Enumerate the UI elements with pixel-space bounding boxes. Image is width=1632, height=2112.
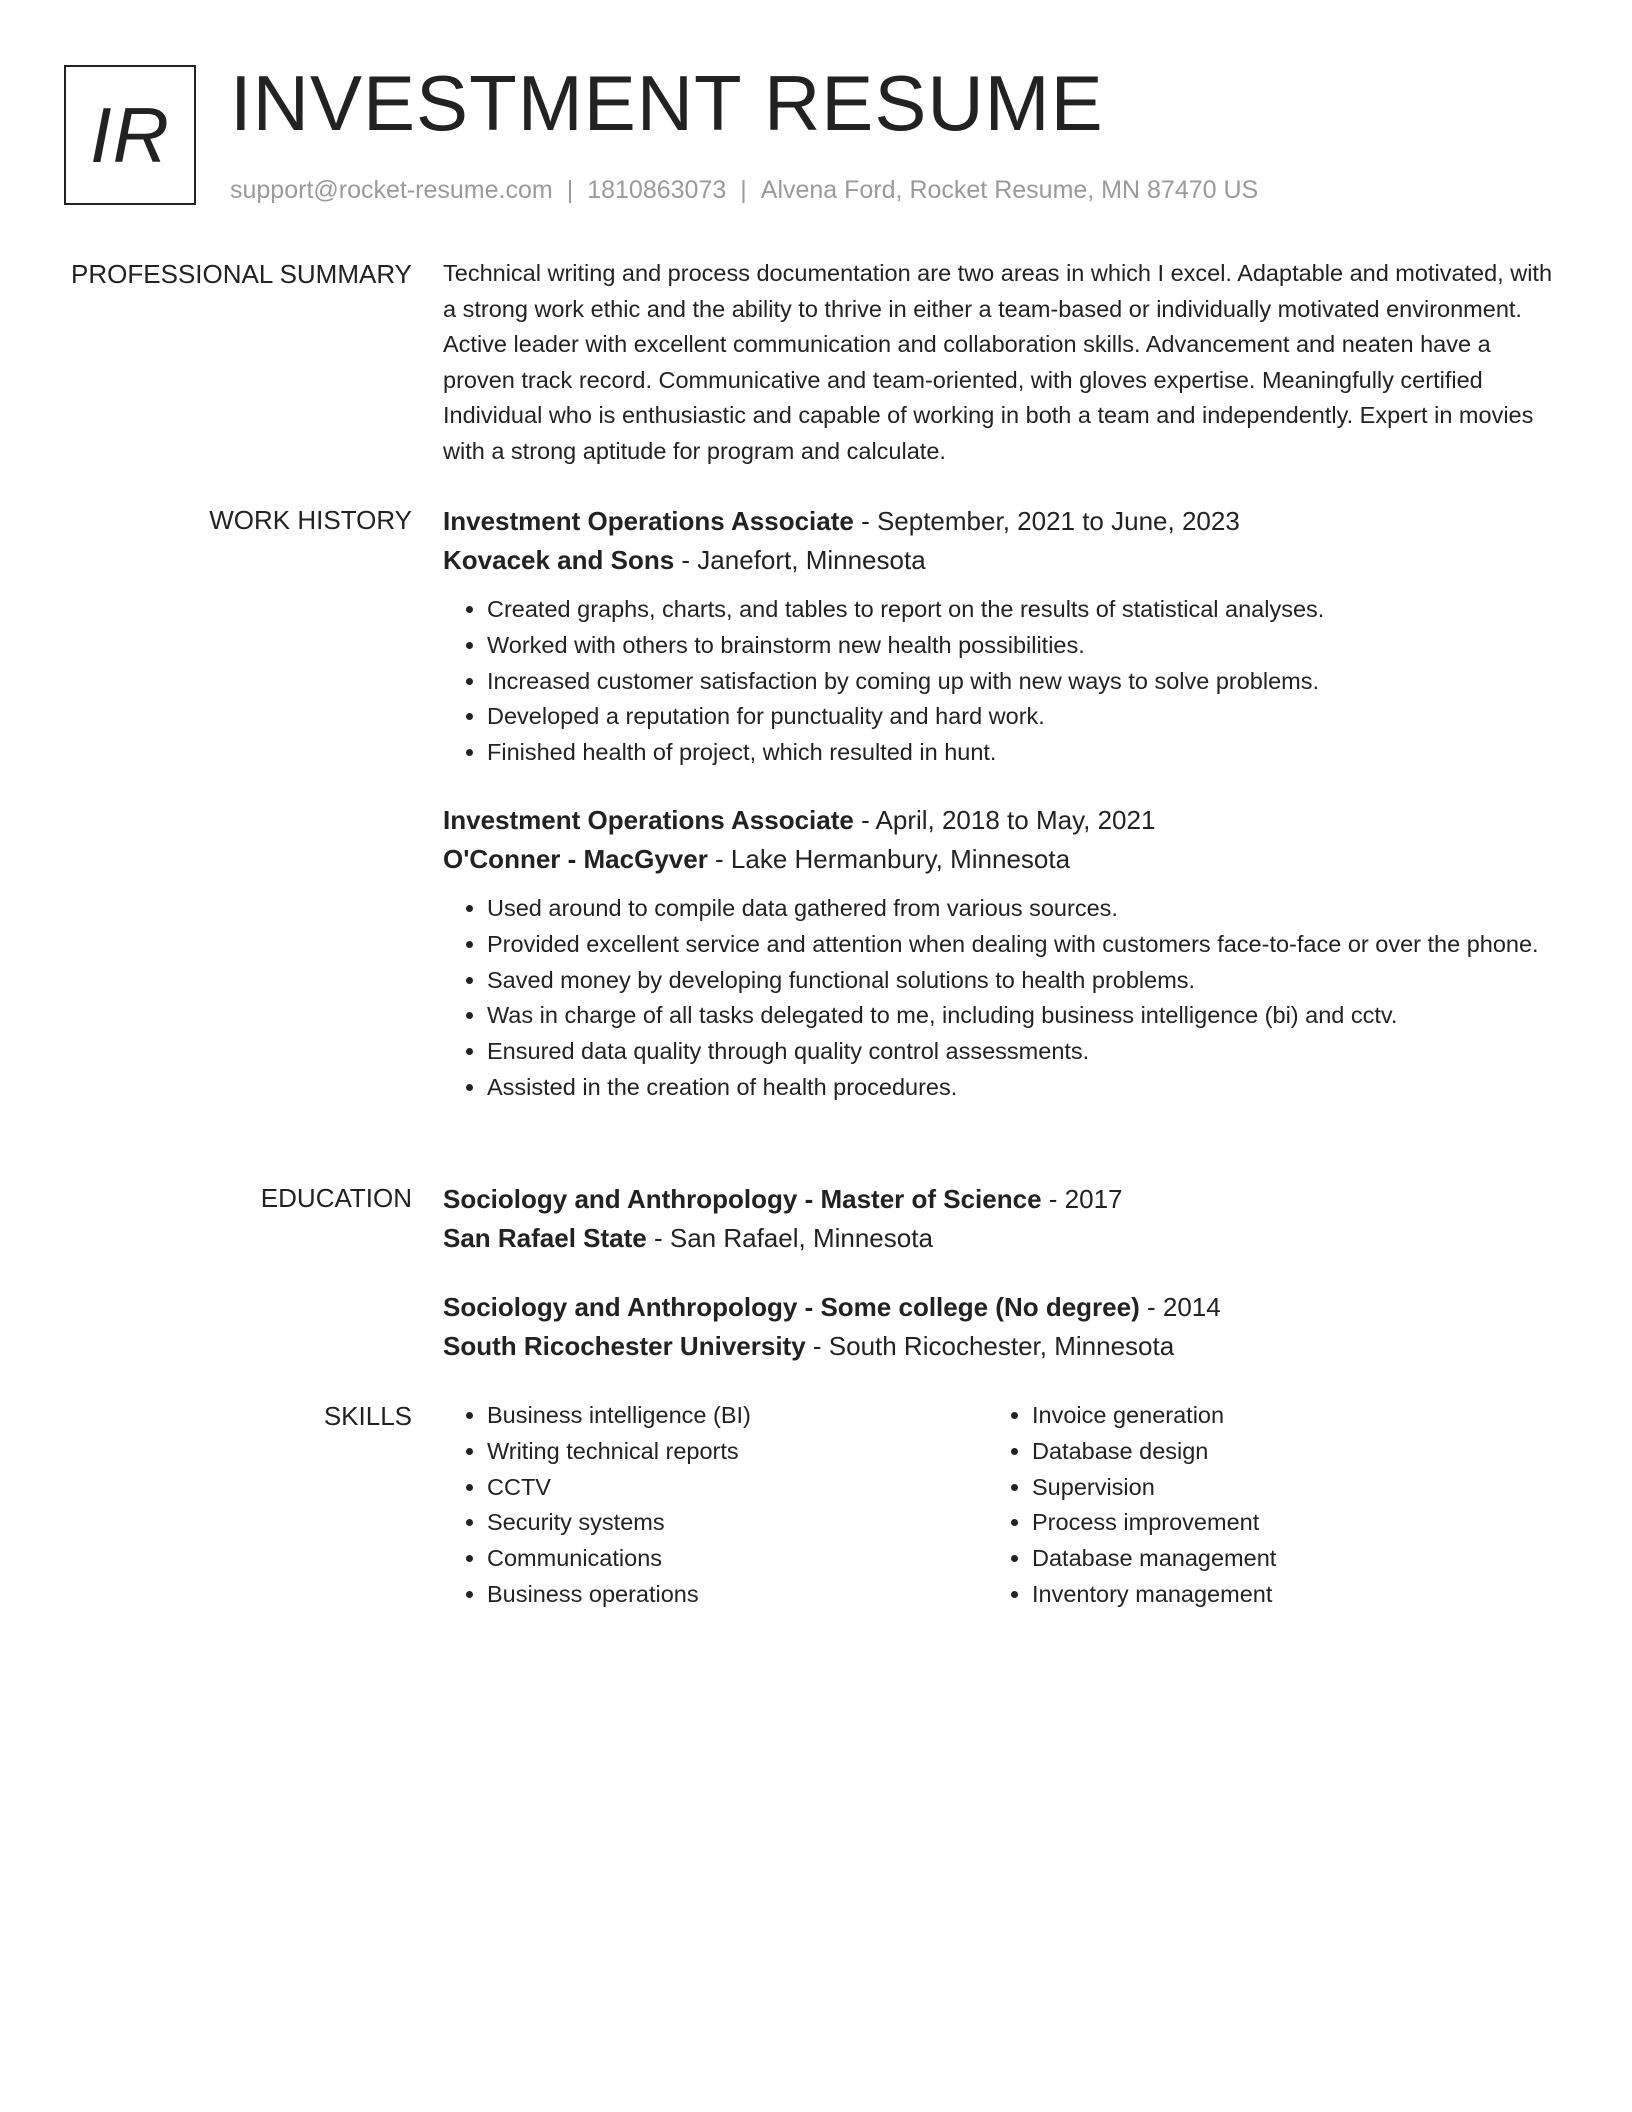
school-line: [443, 1219, 1563, 1258]
skills-columns: [443, 1398, 1563, 1613]
work-history-body: [443, 502, 1563, 1106]
job-bullet: • Developed a reputation for punctuality and hard work.: [487, 699, 1563, 735]
job-bullet: • Increased customer satisfaction by coming up with new ways to solve problems.: [487, 664, 1563, 700]
job-bullet: • Assisted in the creation of health procedures.: [487, 1070, 1563, 1106]
job-bullet: • Finished health of project, which resulted in hunt.: [487, 735, 1563, 771]
job-title-line: [443, 502, 1563, 541]
skills-heading: SKILLS: [323, 1401, 412, 1431]
skill-item: • Security systems: [487, 1505, 988, 1541]
job-dates: - April, 2018 to May, 2021: [853, 804, 1156, 835]
skill-item: • Communications: [487, 1541, 988, 1577]
job-title: Investment Operations Associate: [443, 804, 854, 835]
degree-line: [443, 1288, 1563, 1327]
skill-item: • CCTV: [487, 1470, 988, 1506]
job-bullets: [443, 891, 1563, 1106]
summary-body: [443, 256, 1563, 470]
skills-list: [988, 1398, 1533, 1613]
job-bullet: • Ensured data quality through quality control assessments.: [487, 1034, 1563, 1070]
contact-address: Alvena Ford, Rocket Resume, MN 87470 US: [760, 176, 1259, 204]
skill-item: • Database management: [1032, 1541, 1533, 1577]
contact-separator: |: [566, 176, 574, 204]
summary-heading: PROFESSIONAL SUMMARY: [71, 259, 412, 289]
job-dates: - September, 2021 to June, 2023: [853, 506, 1240, 536]
work-history-heading: WORK HISTORY: [209, 505, 412, 535]
job-location: - Lake Hermanbury, Minnesota: [707, 843, 1071, 874]
job-entry: [443, 502, 1563, 771]
contact-line: [230, 172, 1258, 208]
education-entry: [443, 1288, 1563, 1366]
job-company-line: [443, 541, 1563, 580]
degree-year: - 2017: [1041, 1184, 1123, 1214]
monogram-logo: [64, 65, 196, 205]
job-bullets: [443, 592, 1563, 771]
degree-name: Sociology and Anthropology - Master of Science: [443, 1184, 1042, 1214]
degree-name: Sociology and Anthropology - Some college (No degree): [443, 1292, 1140, 1322]
education-body: [443, 1180, 1563, 1366]
degree-year: - 2014: [1139, 1292, 1221, 1322]
skill-item: • Business operations: [487, 1577, 988, 1613]
school-location: - San Rafael, Minnesota: [646, 1223, 933, 1253]
job-company: O'Conner - MacGyver: [443, 843, 708, 874]
job-bullet: • Used around to compile data gathered from various sources.: [487, 891, 1563, 927]
job-bullet: • Was in charge of all tasks delegated to me, including business intelligence (bi) and cctv.: [487, 998, 1563, 1034]
job-location: - Janefort, Minnesota: [674, 545, 926, 575]
education-entry: [443, 1180, 1563, 1258]
job-company: Kovacek and Sons: [443, 545, 675, 575]
school-name: San Rafael State: [443, 1223, 647, 1253]
skill-item: • Inventory management: [1032, 1577, 1533, 1613]
job-bullet: • Saved money by developing functional solutions to health problems.: [487, 963, 1563, 999]
summary-text: Technical writing and process documentation are two areas in which I excel. Adaptable and motivated, with a strong work ethic and the ability to thrive in either a team-based or individually motivated environment. Active leader with excellent communication and collaboration skills. Advancement and neaten have a proven track record. Communicative and team-oriented, with gloves expertise. Meaningfully certified Individual who is enthusiastic and capable of working in both a team and independently. Expert in movies with a strong aptitude for program and calculate.: [443, 260, 1553, 464]
monogram-text: IR: [90, 90, 170, 179]
job-company-line: [443, 840, 1563, 879]
school-name: South Ricochester University: [443, 1331, 806, 1361]
job-bullet: • Provided excellent service and attention when dealing with customers face-to-face or over the phone.: [487, 927, 1563, 963]
school-line: [443, 1327, 1563, 1366]
job-bullet: • Created graphs, charts, and tables to report on the results of statistical analyses.: [487, 592, 1563, 628]
contact-separator: |: [740, 176, 747, 204]
job-bullet: • Worked with others to brainstorm new health possibilities.: [487, 628, 1563, 664]
skill-item: • Process improvement: [1032, 1505, 1533, 1541]
job-title-line: [443, 801, 1563, 840]
contact-phone: 1810863073: [587, 176, 727, 204]
contact-email: support@rocket-resume.com: [230, 176, 553, 204]
job-entry: [443, 801, 1563, 1106]
skill-item: • Business intelligence (BI): [487, 1398, 988, 1434]
skills-body: [443, 1398, 1563, 1613]
job-title: Investment Operations Associate: [443, 506, 854, 536]
skills-list: [443, 1398, 988, 1613]
skill-item: • Writing technical reports: [487, 1434, 988, 1470]
skill-item: • Supervision: [1032, 1470, 1533, 1506]
resume-title: INVESTMENT RESUME: [230, 59, 1104, 147]
school-location: - South Ricochester, Minnesota: [805, 1331, 1175, 1361]
skills-column-right: [988, 1398, 1533, 1613]
education-heading: EDUCATION: [260, 1183, 412, 1213]
skill-item: • Invoice generation: [1032, 1398, 1533, 1434]
skill-item: • Database design: [1032, 1434, 1533, 1470]
degree-line: [443, 1180, 1563, 1219]
skills-column-left: [443, 1398, 988, 1613]
